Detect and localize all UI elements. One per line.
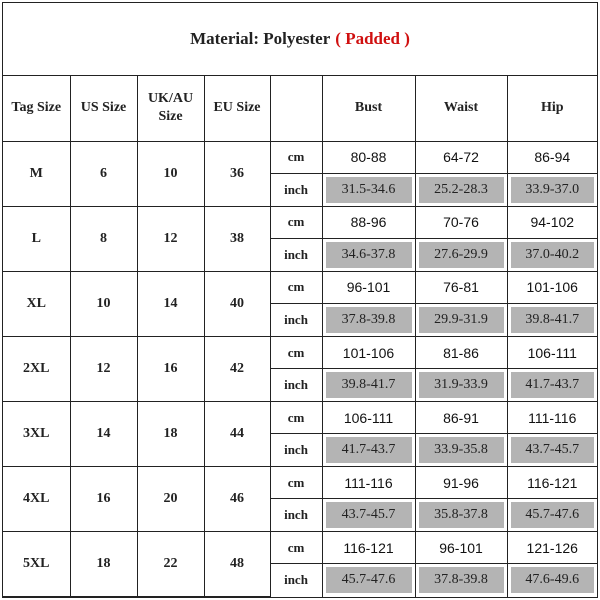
uk-au-size-cell: 14 [137, 271, 204, 336]
bust-cm-value: 101-106 [322, 336, 415, 369]
bust-inch-value: 39.8-41.7 [326, 372, 412, 398]
bust-inch-value-cell [322, 174, 415, 207]
bust-inch-value-cell [322, 564, 415, 597]
waist-inch-value-cell [415, 499, 507, 532]
tag-size-cell: L [3, 206, 70, 271]
us-size-cell: 6 [70, 141, 137, 206]
waist-inch-value: 31.9-33.9 [419, 372, 504, 398]
header-bust: Bust [322, 76, 415, 141]
eu-size-cell: 44 [204, 401, 270, 466]
header-eu-size: EU Size [204, 76, 270, 141]
uk-au-size-cell: 22 [137, 531, 204, 596]
waist-inch-value: 33.9-35.8 [419, 437, 504, 463]
unit-inch-label: inch [270, 434, 322, 467]
uk-au-size-cell: 18 [137, 401, 204, 466]
bust-inch-value: 41.7-43.7 [326, 437, 412, 463]
us-size-cell: 16 [70, 466, 137, 531]
size-row-cm [3, 531, 597, 564]
unit-inch-label: inch [270, 304, 322, 337]
size-chart [2, 2, 598, 598]
waist-inch-value: 37.8-39.8 [419, 567, 504, 593]
hip-inch-value-cell [507, 174, 597, 207]
eu-size-cell: 36 [204, 141, 270, 206]
waist-inch-value-cell [415, 304, 507, 337]
material-label: Material: Polyester [190, 29, 331, 48]
bust-cm-value: 96-101 [322, 271, 415, 304]
unit-cm-label: cm [270, 141, 322, 174]
hip-inch-value: 43.7-45.7 [511, 437, 595, 463]
waist-inch-value: 27.6-29.9 [419, 242, 504, 268]
header-uk-au-size: UK/AU Size [137, 76, 204, 141]
us-size-cell: 18 [70, 531, 137, 596]
unit-inch-label: inch [270, 499, 322, 532]
bust-inch-value: 45.7-47.6 [326, 567, 412, 593]
header-row [3, 76, 597, 141]
hip-inch-value-cell [507, 304, 597, 337]
waist-inch-value: 25.2-28.3 [419, 177, 504, 203]
unit-cm-label: cm [270, 271, 322, 304]
unit-inch-label: inch [270, 564, 322, 597]
tag-size-cell: 2XL [3, 336, 70, 401]
hip-inch-value-cell [507, 564, 597, 597]
bust-inch-value: 34.6-37.8 [326, 242, 412, 268]
bust-inch-value: 37.8-39.8 [326, 307, 412, 333]
padded-label: ( Padded ) [335, 29, 410, 48]
size-row-cm [3, 206, 597, 239]
bust-cm-value: 88-96 [322, 206, 415, 239]
unit-cm-label: cm [270, 336, 322, 369]
bust-cm-value: 116-121 [322, 531, 415, 564]
hip-inch-value: 41.7-43.7 [511, 372, 595, 398]
unit-inch-label: inch [270, 369, 322, 402]
bust-inch-value-cell [322, 369, 415, 402]
waist-cm-value: 70-76 [415, 206, 507, 239]
waist-inch-value-cell [415, 434, 507, 467]
header-hip: Hip [507, 76, 597, 141]
eu-size-cell: 38 [204, 206, 270, 271]
bust-cm-value: 111-116 [322, 466, 415, 499]
eu-size-cell: 48 [204, 531, 270, 596]
waist-inch-value-cell [415, 564, 507, 597]
hip-cm-value: 94-102 [507, 206, 597, 239]
bust-inch-value-cell [322, 239, 415, 272]
bust-inch-value-cell [322, 434, 415, 467]
chart-title [3, 3, 597, 76]
uk-au-size-cell: 10 [137, 141, 204, 206]
bust-cm-value: 106-111 [322, 401, 415, 434]
unit-inch-label: inch [270, 174, 322, 207]
hip-cm-value: 111-116 [507, 401, 597, 434]
us-size-cell: 14 [70, 401, 137, 466]
eu-size-cell: 40 [204, 271, 270, 336]
header-unit [270, 76, 322, 141]
hip-inch-value-cell [507, 434, 597, 467]
us-size-cell: 8 [70, 206, 137, 271]
bust-inch-value-cell [322, 304, 415, 337]
tag-size-cell: 5XL [3, 531, 70, 596]
size-table [3, 76, 597, 597]
waist-cm-value: 81-86 [415, 336, 507, 369]
waist-inch-value-cell [415, 174, 507, 207]
size-row-cm [3, 401, 597, 434]
hip-inch-value: 37.0-40.2 [511, 242, 595, 268]
hip-inch-value-cell [507, 239, 597, 272]
uk-au-size-cell: 20 [137, 466, 204, 531]
waist-cm-value: 76-81 [415, 271, 507, 304]
us-size-cell: 10 [70, 271, 137, 336]
tag-size-cell: 4XL [3, 466, 70, 531]
waist-inch-value-cell [415, 369, 507, 402]
bust-inch-value: 31.5-34.6 [326, 177, 412, 203]
hip-cm-value: 116-121 [507, 466, 597, 499]
unit-inch-label: inch [270, 239, 322, 272]
eu-size-cell: 42 [204, 336, 270, 401]
unit-cm-label: cm [270, 401, 322, 434]
tag-size-cell: M [3, 141, 70, 206]
hip-inch-value: 45.7-47.6 [511, 502, 595, 528]
waist-inch-value: 35.8-37.8 [419, 502, 504, 528]
hip-inch-value-cell [507, 369, 597, 402]
us-size-cell: 12 [70, 336, 137, 401]
hip-inch-value-cell [507, 499, 597, 532]
bust-inch-value-cell [322, 499, 415, 532]
waist-inch-value-cell [415, 239, 507, 272]
hip-inch-value: 47.6-49.6 [511, 567, 595, 593]
size-row-cm [3, 336, 597, 369]
tag-size-cell: 3XL [3, 401, 70, 466]
waist-cm-value: 86-91 [415, 401, 507, 434]
hip-cm-value: 101-106 [507, 271, 597, 304]
hip-inch-value: 39.8-41.7 [511, 307, 595, 333]
uk-au-size-cell: 16 [137, 336, 204, 401]
hip-cm-value: 121-126 [507, 531, 597, 564]
size-row-cm [3, 466, 597, 499]
waist-inch-value: 29.9-31.9 [419, 307, 504, 333]
tag-size-cell: XL [3, 271, 70, 336]
unit-cm-label: cm [270, 466, 322, 499]
waist-cm-value: 91-96 [415, 466, 507, 499]
header-tag-size: Tag Size [3, 76, 70, 141]
header-us-size: US Size [70, 76, 137, 141]
uk-au-size-cell: 12 [137, 206, 204, 271]
hip-cm-value: 86-94 [507, 141, 597, 174]
unit-cm-label: cm [270, 531, 322, 564]
unit-cm-label: cm [270, 206, 322, 239]
size-row-cm [3, 141, 597, 174]
size-row-cm [3, 271, 597, 304]
bust-inch-value: 43.7-45.7 [326, 502, 412, 528]
hip-inch-value: 33.9-37.0 [511, 177, 595, 203]
waist-cm-value: 96-101 [415, 531, 507, 564]
waist-cm-value: 64-72 [415, 141, 507, 174]
eu-size-cell: 46 [204, 466, 270, 531]
header-waist: Waist [415, 76, 507, 141]
bust-cm-value: 80-88 [322, 141, 415, 174]
hip-cm-value: 106-111 [507, 336, 597, 369]
